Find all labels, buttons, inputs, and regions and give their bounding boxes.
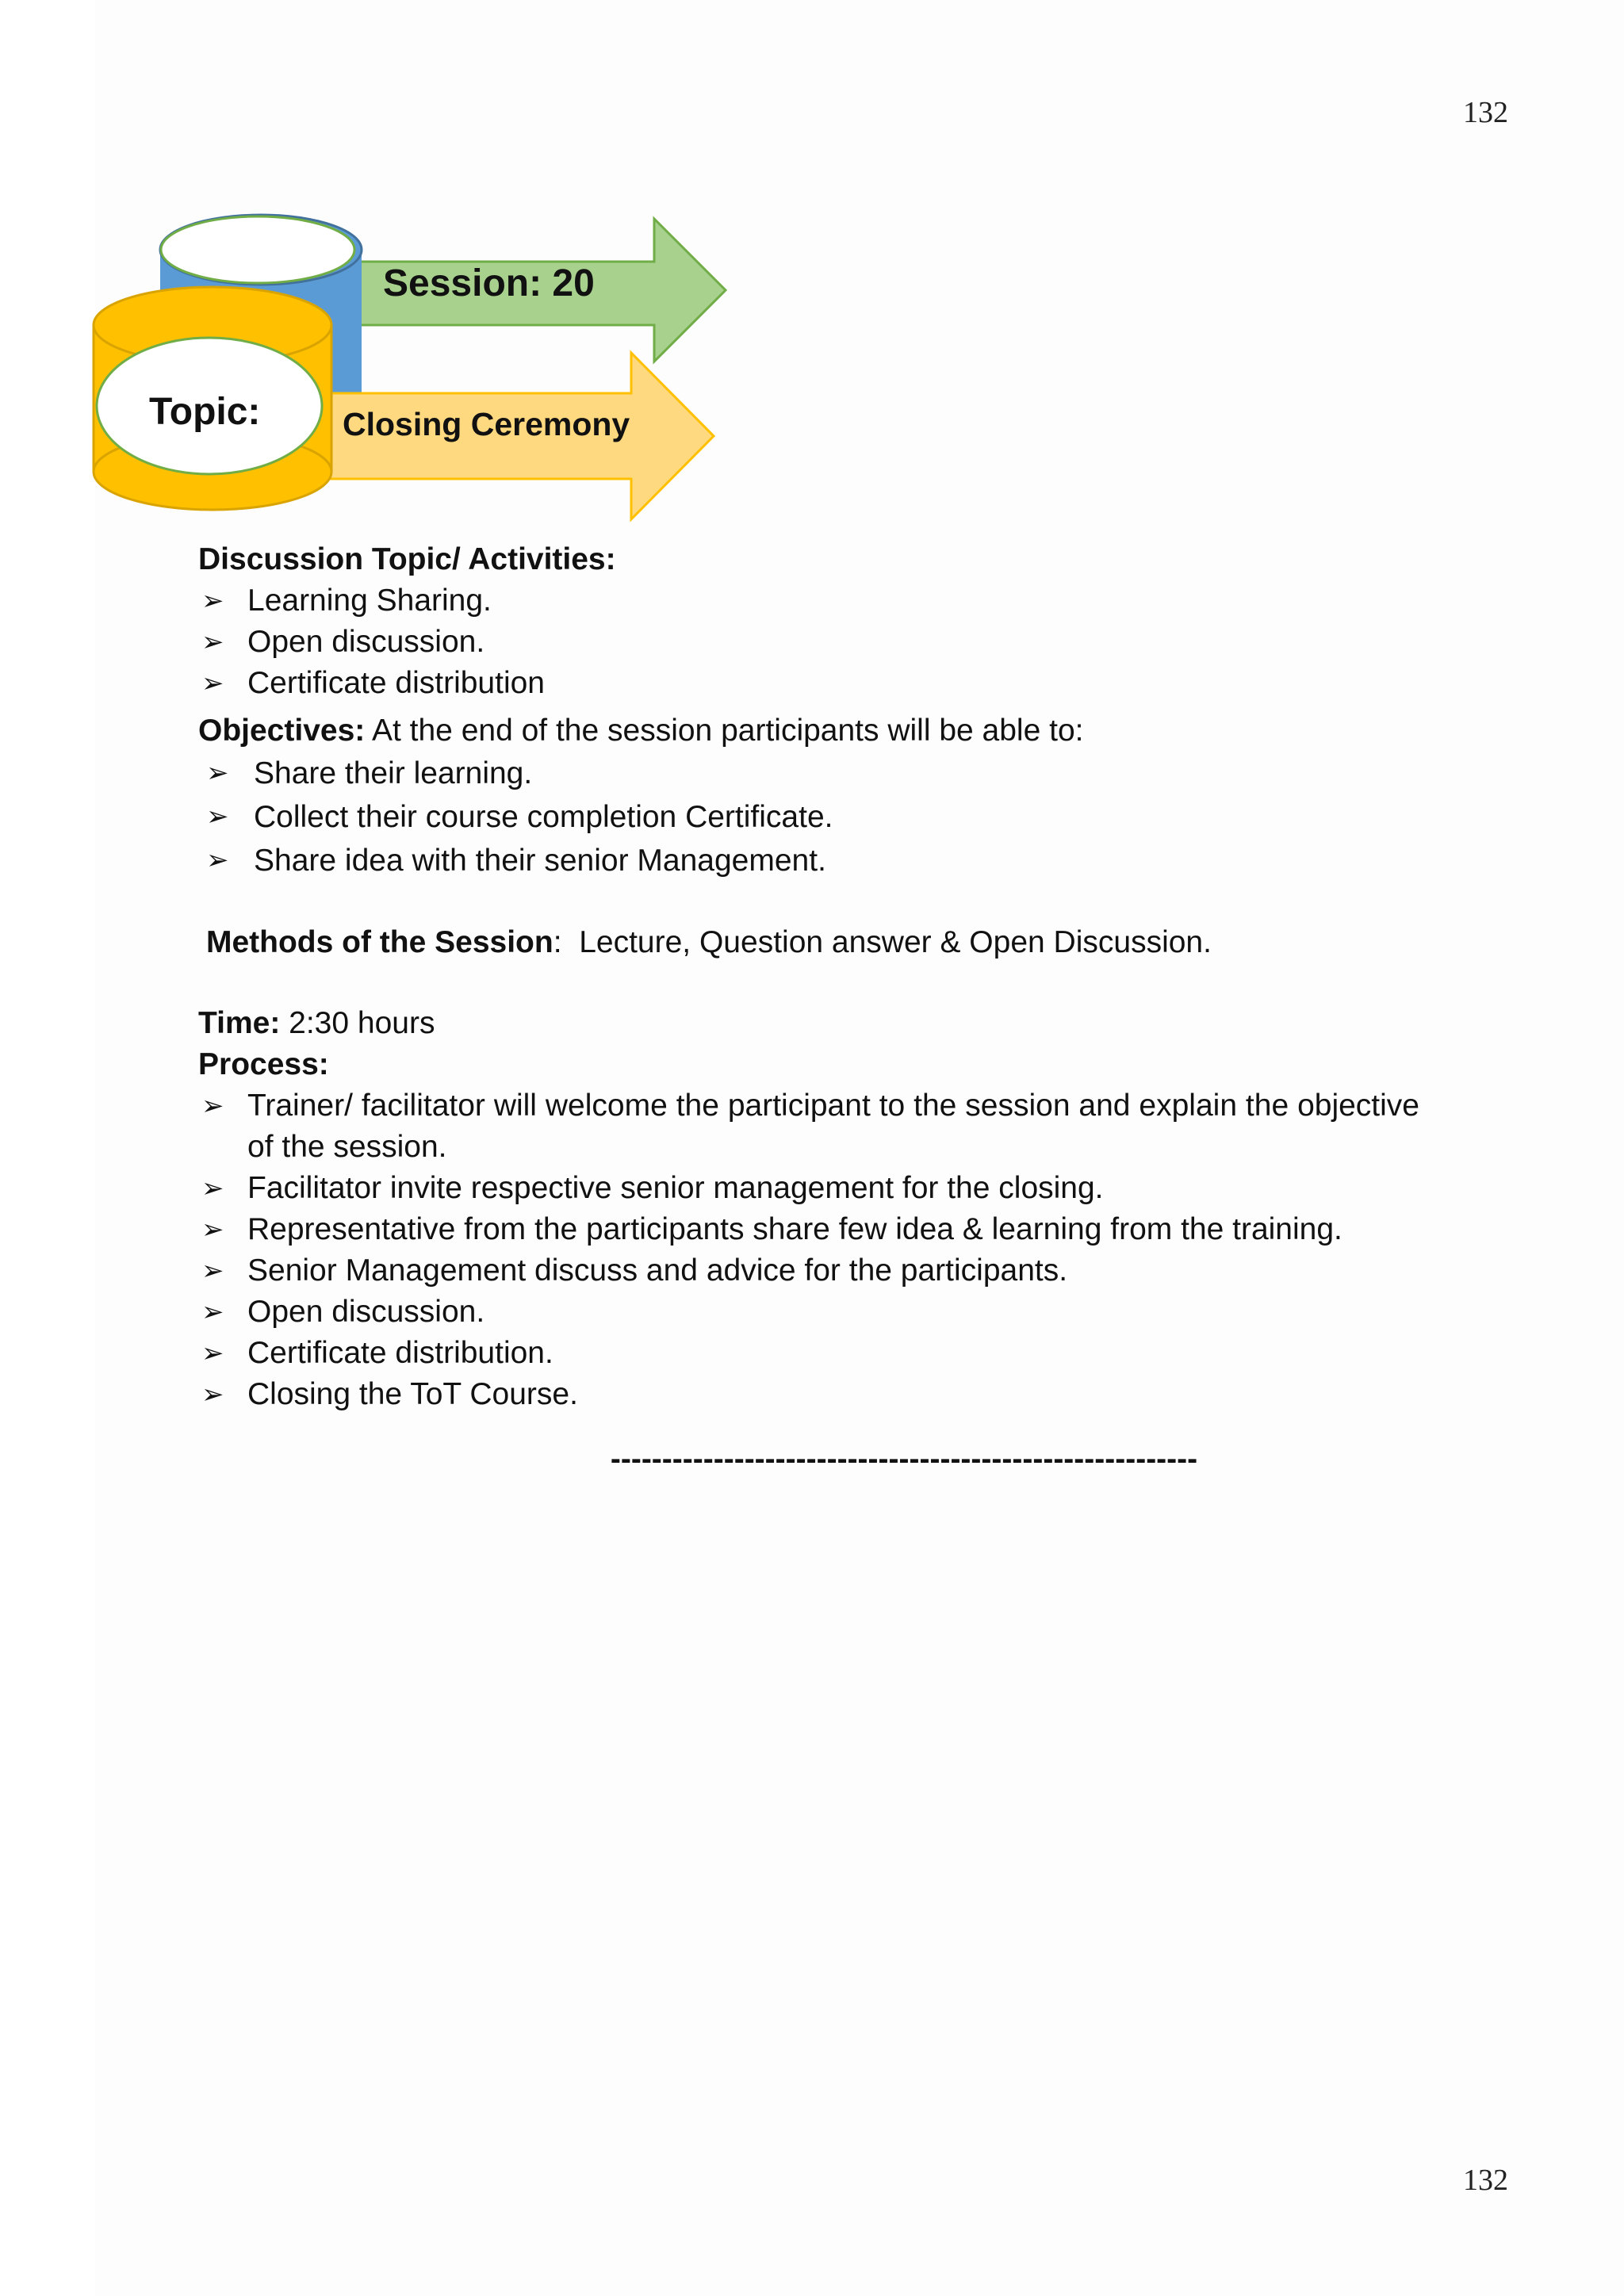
session-content xyxy=(198,539,1419,1480)
section-divider: --------------------------------------------------------- xyxy=(610,1442,1198,1476)
discussion-heading: Discussion Topic/ Activities: xyxy=(198,542,616,576)
arrowhead-bullet-icon: ➢ xyxy=(201,668,224,698)
arrowhead-bullet-icon: ➢ xyxy=(201,1173,224,1203)
discussion-list xyxy=(198,580,1419,704)
objectives-heading: Objectives: xyxy=(198,714,366,748)
session-number-label: Session: 20 xyxy=(383,262,595,304)
methods-text: Lecture, Question answer & Open Discussion. xyxy=(579,925,1212,959)
arrowhead-bullet-icon: ➢ xyxy=(201,1091,224,1121)
page-number-bottom: 132 xyxy=(1463,2164,1508,2197)
objectives-intro-line xyxy=(198,710,1419,752)
arrowhead-bullet-icon: ➢ xyxy=(201,1215,224,1245)
list-item: ➢ Trainer/ facilitator will welcome the participant to the session and explain the objective of the session. xyxy=(198,1085,1419,1168)
arrowhead-bullet-icon: ➢ xyxy=(206,845,229,875)
arrowhead-bullet-icon: ➢ xyxy=(201,1297,224,1327)
list-item: ➢ Senior Management discuss and advice for the participants. xyxy=(198,1250,1419,1292)
process-list xyxy=(198,1085,1419,1415)
list-item: ➢ Open discussion. xyxy=(198,622,1419,663)
list-item: ➢ Collect their course completion Certificate. xyxy=(198,795,1419,839)
session-header-graphic xyxy=(0,0,1624,555)
objectives-intro: At the end of the session participants will be able to: xyxy=(371,714,1084,748)
objectives-section xyxy=(198,710,1419,882)
list-item: ➢ Representative from the participants share few idea & learning from the training. xyxy=(198,1209,1419,1250)
arrowhead-bullet-icon: ➢ xyxy=(201,627,224,657)
arrowhead-bullet-icon: ➢ xyxy=(201,1256,224,1286)
process-heading: Process: xyxy=(198,1047,329,1081)
list-item: ➢ Share their learning. xyxy=(198,752,1419,795)
time-section xyxy=(198,1003,1419,1044)
methods-section: Methods of the Session: Lecture, Question answer & Open Discussion. xyxy=(206,925,1212,959)
arrowhead-bullet-icon: ➢ xyxy=(201,1338,224,1368)
methods-heading: Methods of the Session xyxy=(206,925,553,959)
list-item: ➢ Learning Sharing. xyxy=(198,580,1419,622)
arrowhead-bullet-icon: ➢ xyxy=(206,802,229,832)
objectives-list xyxy=(198,752,1419,882)
topic-label: Topic: xyxy=(149,391,261,433)
page-number-top: 132 xyxy=(1463,96,1508,129)
list-item: ➢ Open discussion. xyxy=(198,1292,1419,1333)
process-section xyxy=(198,1044,1419,1415)
topic-title: Closing Ceremony xyxy=(343,406,630,442)
arrowhead-bullet-icon: ➢ xyxy=(206,758,229,788)
arrowhead-bullet-icon: ➢ xyxy=(201,1380,224,1410)
list-item: ➢ Certificate distribution xyxy=(198,663,1419,704)
list-item: ➢ Facilitator invite respective senior management for the closing. xyxy=(198,1168,1419,1209)
list-item: ➢ Share idea with their senior Management. xyxy=(198,839,1419,882)
time-text: 2:30 hours xyxy=(289,1006,435,1040)
list-item: ➢ Certificate distribution. xyxy=(198,1333,1419,1374)
time-heading: Time: xyxy=(198,1006,281,1040)
list-item: ➢ Closing the ToT Course. xyxy=(198,1374,1419,1415)
arrowhead-bullet-icon: ➢ xyxy=(201,586,224,616)
